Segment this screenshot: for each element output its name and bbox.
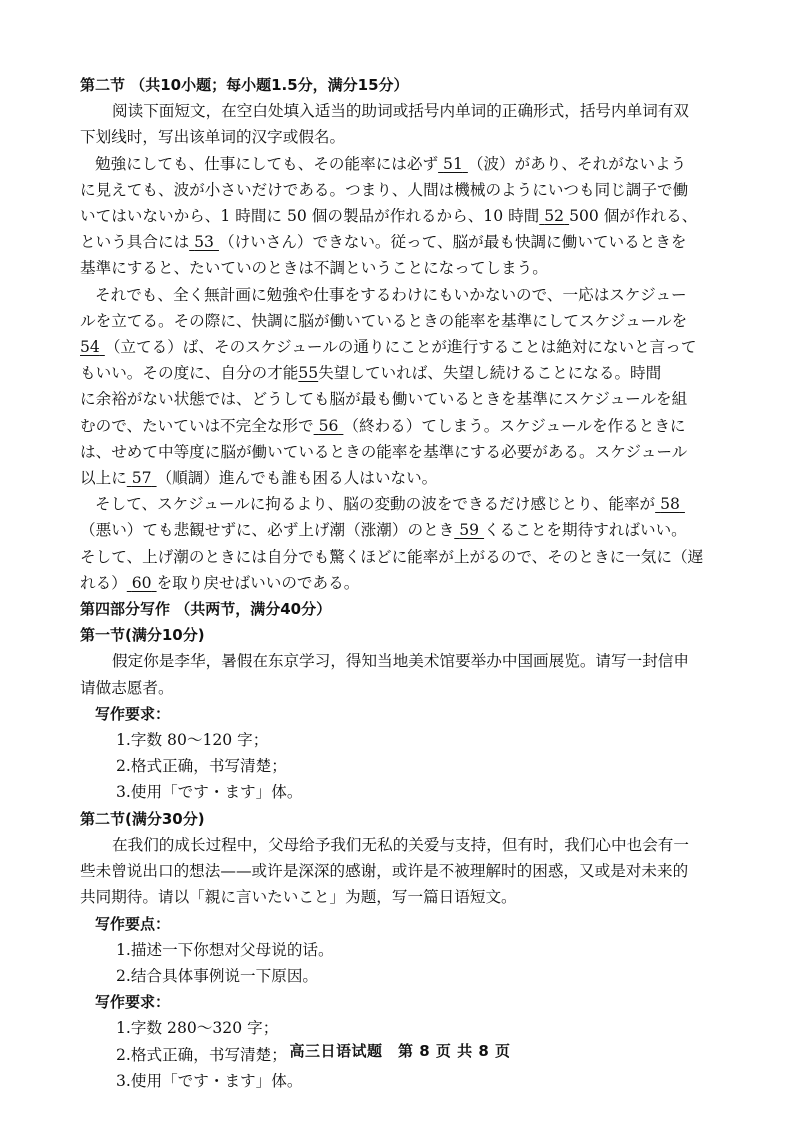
exam-page <box>80 72 726 1094</box>
passage-text: できない。従って、脳が最も快調に働いているときを <box>312 233 687 252</box>
requirement-item: 1.字数 280～320 字； <box>116 1019 279 1038</box>
passage-line <box>80 570 726 596</box>
passage-text: があり、それがないよう <box>514 154 687 173</box>
blank-59 <box>454 521 484 539</box>
passage-text: 500 個が作れる、 <box>569 207 698 226</box>
section-title: 第二节 （共10小题；每小题1.5分，满分15分） <box>80 76 409 94</box>
blank-54 <box>80 338 105 356</box>
prompt-line: 些未曾说出口的想法——或许是深深的感谢，或许是不被理解时的困惑，又或是对未来的 <box>80 862 689 881</box>
passage-text: （順調）進んでも誰も困る人はいない。 <box>156 469 438 488</box>
blank-51 <box>438 155 468 173</box>
passage-text: 失望していれば、失望し続けることになる。時間 <box>318 364 662 383</box>
instruction-line: 阅读下面短文，在空白处填入适当的助词或括号内单词的正确形式，括号内单词有双 <box>112 102 689 121</box>
passage-text: そして、スケジュールに拘るより、脳の変動の波をできるだけ感じとり、能率が <box>95 495 656 514</box>
blank-number: 52 <box>544 207 565 226</box>
requirements-heading: 写作要求： <box>95 704 171 723</box>
requirement-item: 1.字数 80～120 字； <box>116 731 269 750</box>
blank-53 <box>189 233 219 251</box>
passage-text: を取り戻せばいいのである。 <box>156 573 360 592</box>
passage-line <box>80 203 726 229</box>
passage-text: （立てる）ば、そのスケジュールの通りにことが進行することは絶対にないと言って <box>104 338 697 357</box>
blank-60 <box>127 574 157 592</box>
passage-line: それでも、全く無計画に勉強や仕事をするわけにもいかないので、一応はスケジュー <box>95 285 687 304</box>
page-footer: 高三日语试题 第 8 页 共 8 页 <box>289 1042 511 1060</box>
blank-number: 51 <box>443 154 463 173</box>
blank-number: 57 <box>131 469 152 488</box>
blank-56 <box>314 417 344 435</box>
passage-line <box>80 465 726 491</box>
requirements-heading: 写作要求： <box>95 993 171 1012</box>
requirement-item: 2.格式正确，书写清楚； <box>116 1045 287 1064</box>
passage-text: （終わる）てしまう。スケジュールを作るときに <box>343 416 686 435</box>
passage-text: 以上に <box>80 469 127 488</box>
blank-52 <box>539 207 569 225</box>
section-title: 第二节(满分30分) <box>80 809 205 828</box>
passage-line: そして、上げ潮のときには自分でも驚くほどに能率が上がるので、そのときに一気に（遅 <box>80 547 704 566</box>
passage-line <box>80 151 726 177</box>
point-item: 1.描述一下你想对父母说的话。 <box>116 940 334 959</box>
passage-line: 基準にすると、たいていのときは不調ということになってしまう。 <box>80 259 548 278</box>
passage-text: いてはいないから、1 時間に 50 個の製品が作れるから、10 時間 <box>80 207 540 226</box>
requirement-item: 2.格式正确，书写清楚； <box>116 757 287 776</box>
word-hint: （波） <box>467 154 515 173</box>
requirement-item: 3.使用「です・ます」体。 <box>116 1071 303 1090</box>
passage-line <box>80 360 726 386</box>
passage-line <box>80 491 726 517</box>
instruction-line: 下划线时，写出该单词的汉字或假名。 <box>80 128 346 147</box>
section-title: 第一节(满分10分) <box>80 626 205 645</box>
point-item: 2.结合具体事例说一下原因。 <box>116 966 319 985</box>
passage-text: もいい。その度に、自分の才能 <box>80 364 299 383</box>
blank-number: 54 <box>80 338 100 357</box>
points-heading: 写作要点： <box>95 914 171 933</box>
passage-text: れる） <box>80 573 127 592</box>
requirement-item: 3.使用「です・ます」体。 <box>116 783 303 802</box>
prompt-line: 请做志愿者。 <box>80 678 174 697</box>
blank-number: 60 <box>131 573 152 592</box>
blank-58 <box>655 495 685 513</box>
blank-number: 58 <box>660 495 680 514</box>
blank-57 <box>127 469 157 487</box>
passage-text: くることを期待すればいい。 <box>484 521 687 540</box>
passage-line <box>80 334 726 360</box>
blank-number: 59 <box>459 521 480 540</box>
passage-text: （悪い）ても悲観せずに、必ず上げ潮（涨潮）のとき <box>80 521 455 540</box>
passage-line <box>80 517 726 543</box>
passage-line <box>80 229 726 255</box>
passage-line <box>80 413 726 439</box>
passage-line: に見えても、波が小さいだけである。つまり、人間は機械のようにいつも同じ調子で働 <box>80 180 689 199</box>
passage-text: という具合には <box>80 233 190 252</box>
passage-text: むので、たいていは不完全な形で <box>80 416 314 435</box>
prompt-line: 假定你是李华，暑假在东京学习，得知当地美术馆要举办中国画展览。请写一封信申 <box>112 652 689 671</box>
prompt-line: 在我们的成长过程中，父母给予我们无私的关爱与支持，但有时，我们心中也会有一 <box>112 835 689 854</box>
blank-number: 53 <box>194 233 214 252</box>
passage-line: ルを立てる。その際に、快調に脳が働いているときの能率を基準にしてスケジュールを <box>80 311 688 330</box>
blank-55 <box>298 364 318 382</box>
prompt-line: 共同期待。请以「親に言いたいこと」为题，写一篇日语短文。 <box>80 888 517 907</box>
passage-text: 勉強にしても、仕事にしても、その能率には必ず <box>95 154 439 173</box>
word-hint: （けいさん） <box>218 233 313 252</box>
passage-line: に余裕がない状態では、どうしても脳が最も働いているときを基準にスケジュールを組 <box>80 390 688 409</box>
blank-number: 55 <box>298 364 319 383</box>
blank-number: 56 <box>318 416 339 435</box>
part-title: 第四部分写作 （共两节，满分40分） <box>80 600 332 619</box>
passage-line: は、せめて中等度に脳が働いているときの能率を基準にする必要がある。スケジュール <box>80 442 688 461</box>
